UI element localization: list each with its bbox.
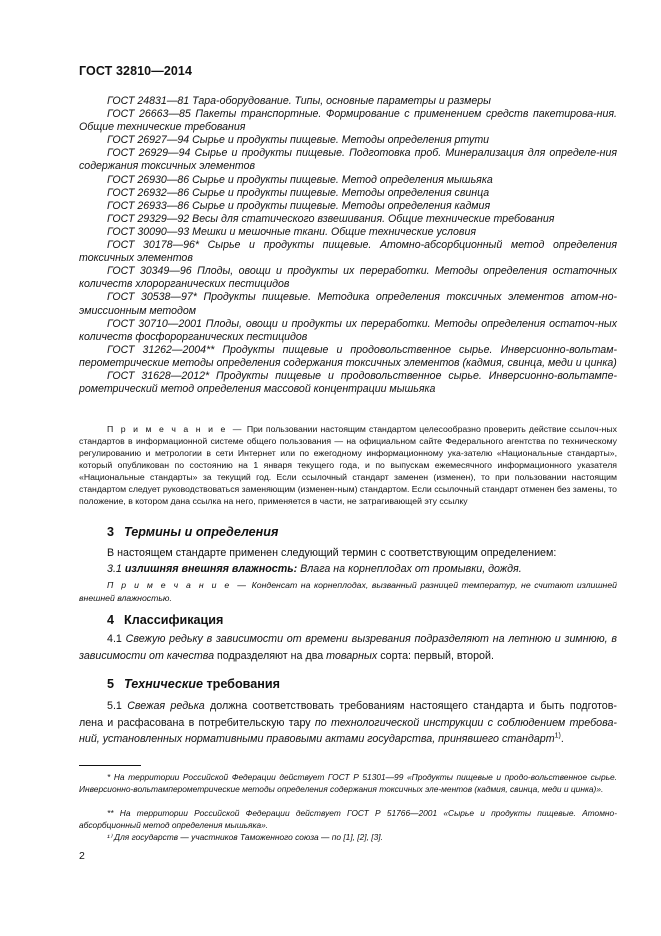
note-label: П р и м е ч а н и е — [107,424,244,434]
reference-item: ГОСТ 26930—86 Сырье и продукты пищевые. Метод определения мышьяка [107,173,493,186]
reference-item: ГОСТ 30349—96 Плоды, овощи и продукты их переработки. Методы определения остаточных количеств хлорорганических пестицидов [79,265,617,291]
section-4-title: Классификация [124,613,224,627]
reference-item: ГОСТ 26933—86 Сырье и продукты пищевые. Методы определения кадмия [107,199,491,212]
normative-references-list [79,95,617,396]
section-4-heading: 4 Классификация [107,613,224,627]
reference-item: ГОСТ 26932—86 Сырье и продукты пищевые. Методы определения свинца [107,186,490,199]
footnote-3: ¹⁾ Для государств — участников Таможенного союза — по [1], [2], [3]. [107,832,383,842]
section-5-paragraph: 5.1 Свежая редька должна соответствовать требованиям настоящего стандарта и быть подготов-лена и расфасована в потребительскую тару по технологической инструкции с соблюдением требова-ний, установленных нормативными правовыми актами государства, принявшего стандарт$^{1)}$. [79,700,617,745]
section-5-title-italic: Технические [124,677,203,691]
definition: Влага на корнеплодах от промывки, дождя. [297,563,522,575]
page-number: 2 [79,850,85,862]
document-header: ГОСТ 32810—2014 [79,64,193,78]
reference-item: ГОСТ 30178—96* Сырье и продукты пищевые. Атомно-абсорбционный метод определения токсичных элементов [79,239,617,265]
term-definition: 3.1 излишняя внешняя влажность: Влага на корнеплодах от промывки, дождя. [107,563,522,575]
footnote-divider [79,765,141,766]
section-5-heading: 5 Технические требования [107,677,280,691]
reference-item: ГОСТ 29329—92 Весы для статического взвешивания. Общие технические требования [107,212,555,225]
section-3-intro: В настоящем стандарте применен следующий термин с соответствующим определением: [107,547,557,559]
footnote-1: * На территории Российской Федерации действует ГОСТ Р 51301—99 «Продукты пищевые и продо-вольственное сырье. Инверсионно-вольтамперометрические методы определения содержания токсичных эле-ментов (кадмия, свинца, меди и цинка)». [79,772,617,794]
section-3-heading: 3 Термины и определения [107,525,279,539]
term: излишняя внешняя влажность: [124,563,298,575]
reference-item: ГОСТ 26929—94 Сырье и продукты пищевые. Подготовка проб. Минерализация для определе-ния содержания токсичных элементов [79,147,617,173]
reference-item: ГОСТ 30710—2001 Плоды, овощи и продукты их переработки. Методы определения остаточ-ных количеств фосфорорганических пестицидов [79,317,617,343]
reference-item: ГОСТ 30538—97* Продукты пищевые. Методика определения токсичных элементов атом-но-эмиссионным методом [79,291,617,317]
term-note: П р и м е ч а н и е — Конденсат на корнеплодах, вызванный разницей температур, не считают излишней внешней влажностью. [79,580,617,603]
section-3-title: Термины и определения [124,525,279,539]
references-note [79,423,617,507]
section-4-paragraph: 4.1 Свежую редьку в зависимости от времени вызревания подразделяют на летнюю и зимнюю, в зависимости от качества подразделяют на два товарных сорта: первый, второй. [79,633,617,662]
section-5-title-upright: требования [202,677,280,691]
reference-item: ГОСТ 31262—2004** Продукты пищевые и продовольственное сырье. Инверсионно-вольтам-перометрические методы определения содержания токсичных элементов (кадмия, свинца, меди и цинка) [79,343,617,369]
note-text: При пользовании настоящим стандартом целесообразно проверить действие ссылоч-ных стандартов в информационной системе общего пользования — на официальном сайте Федерального агентства по техническому регулированию и метрологии в сети Интернет или по ежегодному информационному ука-зателю «Национальные стандарты», который опубликован по состоянию на 1 января текущего года, и по выпускам ежемесячного информационного указателя «Национальные стандарты» за текущий год. Если ссылочный стандарт заменен (изменен), то при пользовании настоящим стандартом следует руководствоваться заменяющим (изменен-ным) стандартом. Если ссылочный стандарт отменен без замены, то положение, в котором дана ссылка на него, применяется в части, не затрагивающей эту ссылку [79,424,617,506]
reference-item: ГОСТ 26927—94 Сырье и продукты пищевые. Методы определения ртути [107,134,490,147]
reference-item: ГОСТ 26663—85 Пакеты транспортные. Формирование с применением средств пакетирова-ния. Общие технические требования [79,108,617,134]
footnote-2: ** На территории Российской Федерации действует ГОСТ Р 51766—2001 «Сырье и продукты пищевые. Атомно-абсорбционный метод определения мышьяка». [79,808,617,830]
reference-item: ГОСТ 30090—93 Мешки и мешочные ткани. Общие технические условия [107,225,476,238]
reference-item: ГОСТ 24831—81 Тара-оборудование. Типы, основные параметры и размеры [107,95,491,107]
reference-item: ГОСТ 31628—2012* Продукты пищевые и продовольственное сырье. Инверсионно-вольтампе-рометрический метод определения массовой концентрации мышьяка [79,369,617,396]
